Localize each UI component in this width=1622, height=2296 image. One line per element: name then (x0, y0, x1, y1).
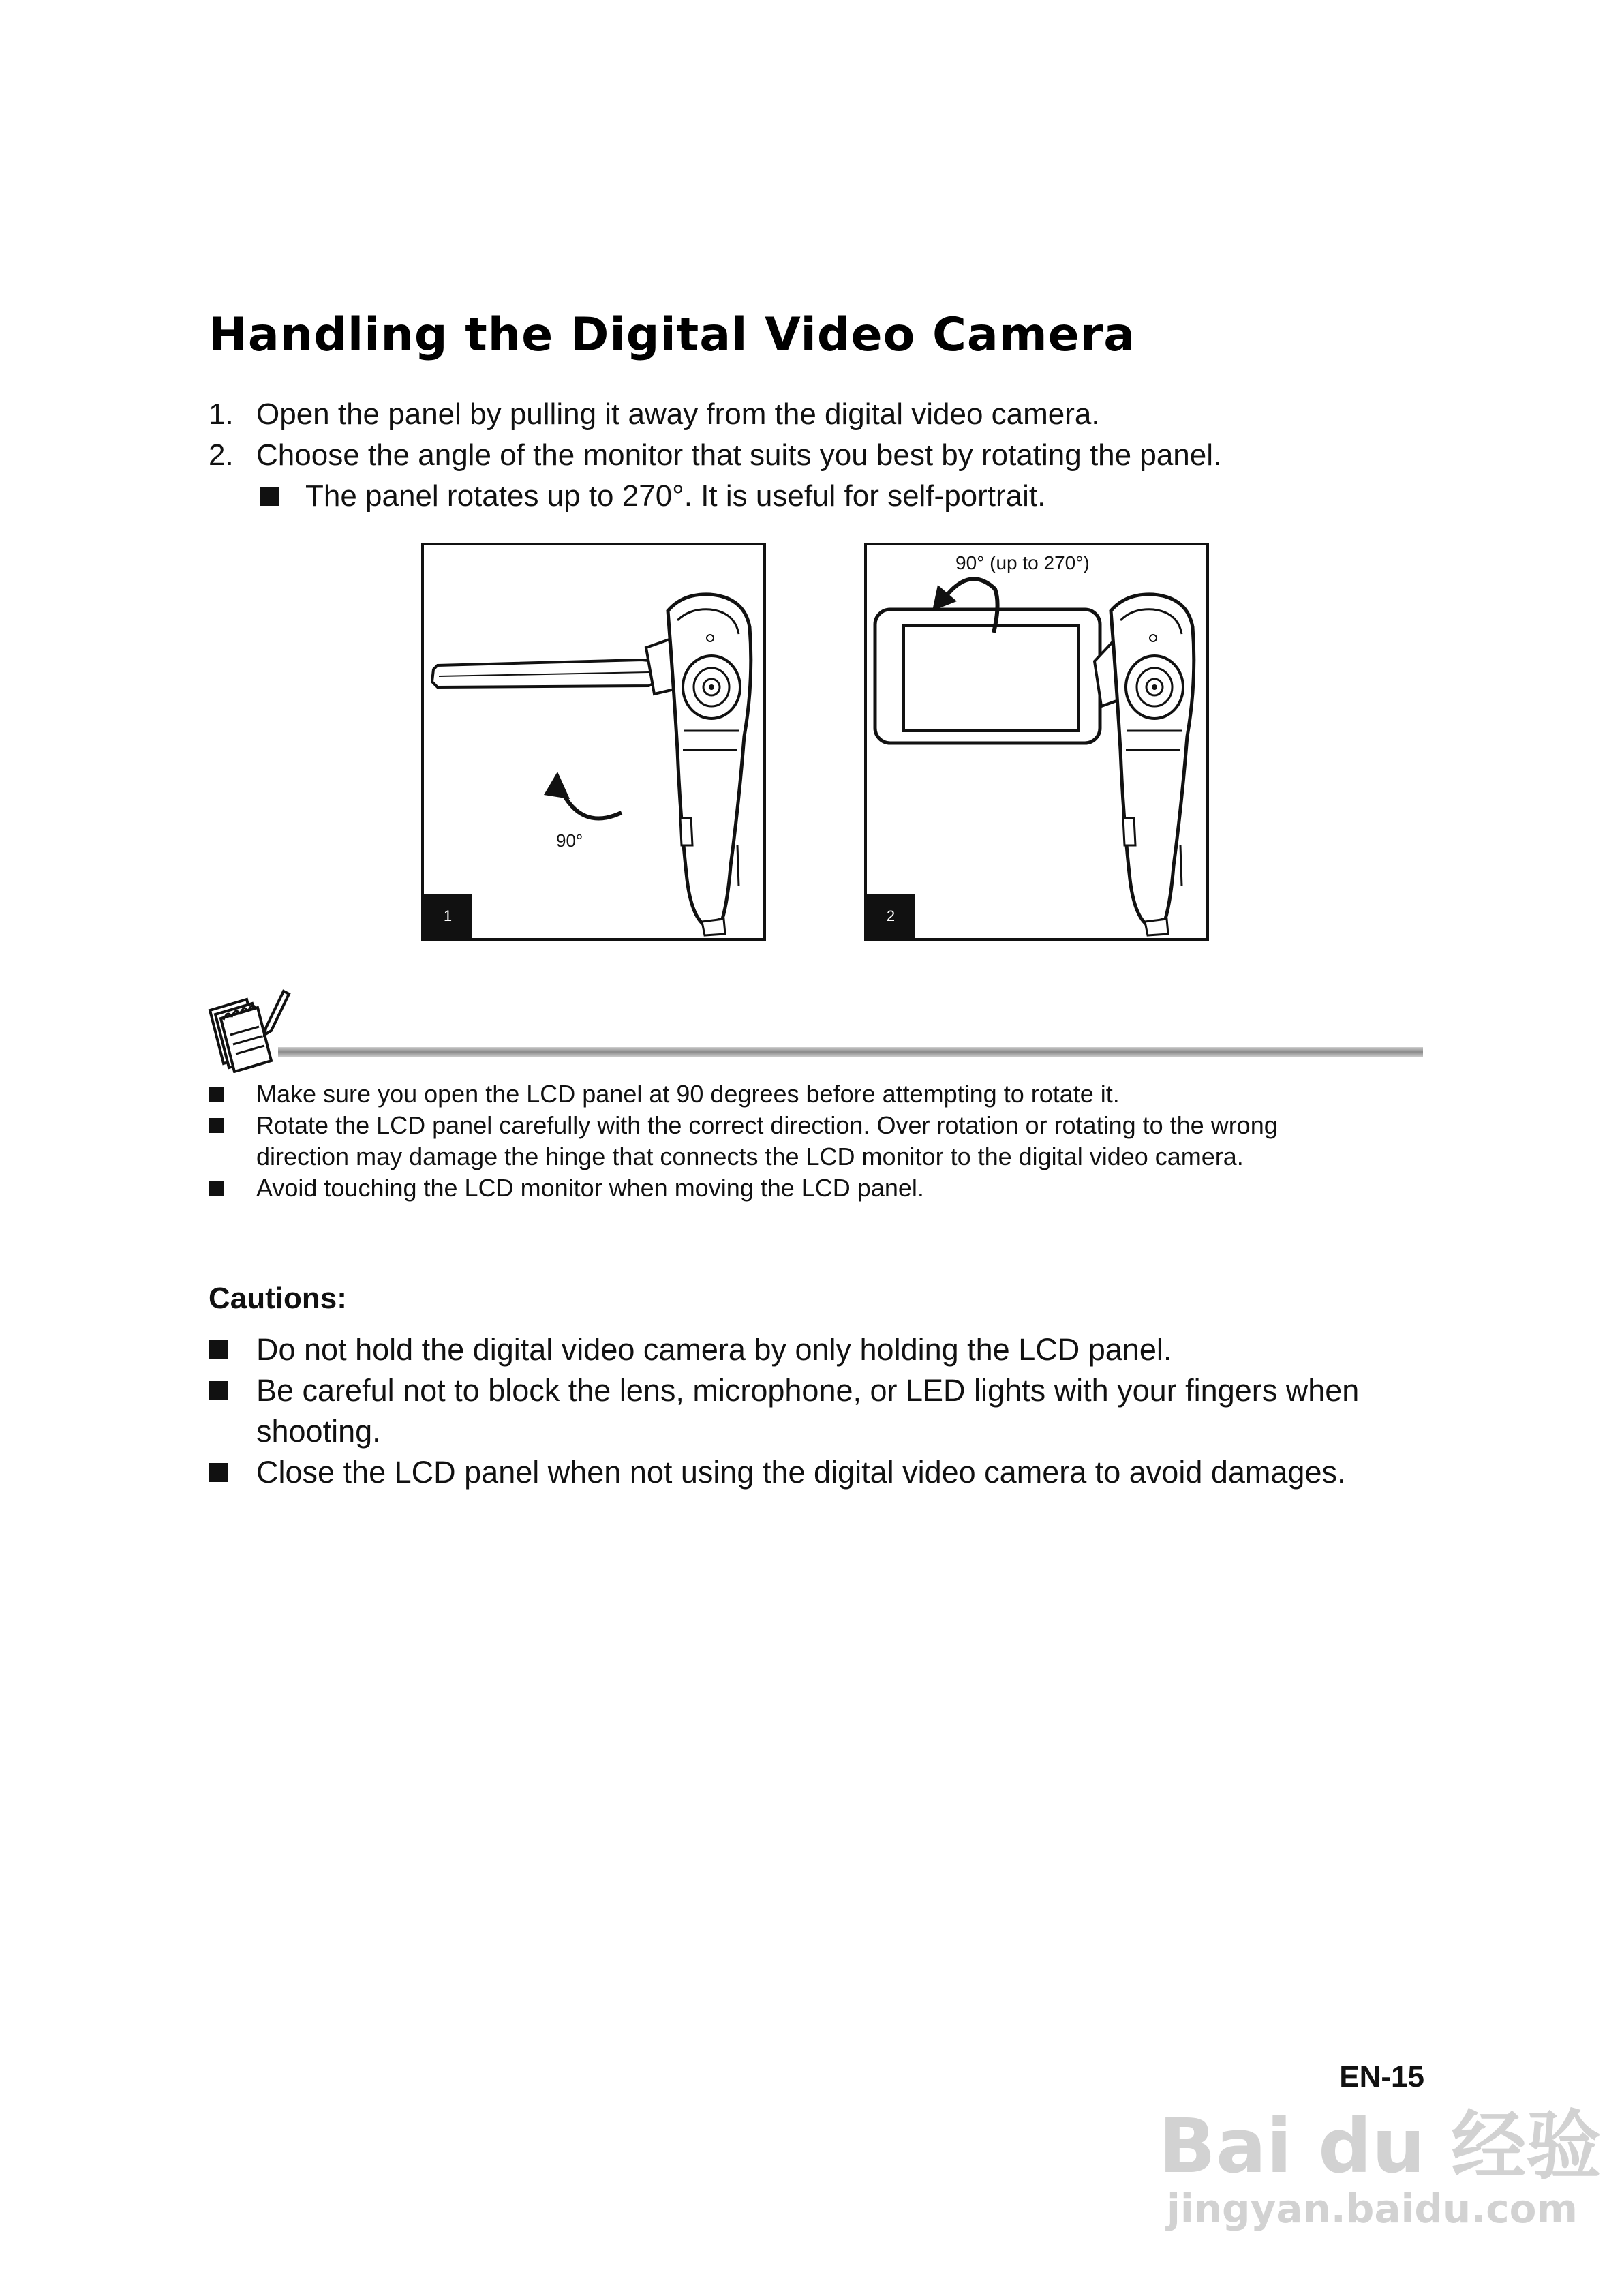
page-number: EN-15 (1339, 2060, 1424, 2094)
rotation-limit-label: (up to 270°) (990, 552, 1090, 573)
note-text: Avoid touching the LCD monitor when moving the LCD panel. (256, 1174, 924, 1202)
rotation-angle-label: 90° (556, 830, 583, 851)
rotation-angle-label: 90° (955, 552, 985, 573)
step-sub-text: The panel rotates up to 270°. It is useful for self-portrait. (305, 479, 1046, 513)
note-continuation: direction may damage the hinge that connects the LCD monitor to the digital video camera. (256, 1143, 1244, 1170)
caution-text: Be careful not to block the lens, microphone, or LED lights with your fingers when (256, 1373, 1360, 1408)
cautions-title: Cautions: (209, 1282, 347, 1315)
page-title: Handling the Digital Video Camera (209, 308, 1136, 362)
watermark-url: jingyan.baidu.com (1167, 2186, 1578, 2232)
caution-text: Close the LCD panel when not using the digital video camera to avoid damages. (256, 1455, 1346, 1490)
figure-number: 1 (424, 894, 472, 938)
bullet-square-icon (209, 1087, 224, 1102)
step-text: Open the panel by pulling it away from the digital video camera. (256, 397, 1100, 431)
note-divider (278, 1047, 1423, 1057)
step-item (209, 394, 1100, 435)
note-pad-icon (203, 987, 292, 1073)
camcorder-rotated-illustration (867, 545, 1206, 938)
bullet-square-icon (209, 1463, 228, 1482)
figure-1 (421, 543, 766, 941)
step-number: 2. (209, 438, 234, 472)
bullet-square-icon (260, 487, 279, 506)
figure-2 (864, 543, 1209, 941)
step-text: Choose the angle of the monitor that suits you best by rotating the panel. (256, 438, 1222, 472)
step-number: 1. (209, 397, 234, 431)
caution-continuation: shooting. (256, 1414, 381, 1449)
rotation-range-label (955, 552, 1090, 574)
camcorder-open-illustration (424, 545, 763, 938)
figure-number: 2 (867, 894, 915, 938)
note-text: Rotate the LCD panel carefully with the correct direction. Over rotation or rotating to the wrong (256, 1111, 1278, 1139)
note-text: Make sure you open the LCD panel at 90 degrees before attempting to rotate it. (256, 1080, 1120, 1108)
caution-text: Do not hold the digital video camera by only holding the LCD panel. (256, 1332, 1172, 1367)
bullet-square-icon (209, 1381, 228, 1400)
bullet-square-icon (209, 1181, 224, 1196)
bullet-square-icon (209, 1340, 228, 1359)
step-item (209, 435, 1222, 476)
bullet-square-icon (209, 1118, 224, 1133)
watermark-brand: Bai du 经验 (1159, 2102, 1602, 2190)
